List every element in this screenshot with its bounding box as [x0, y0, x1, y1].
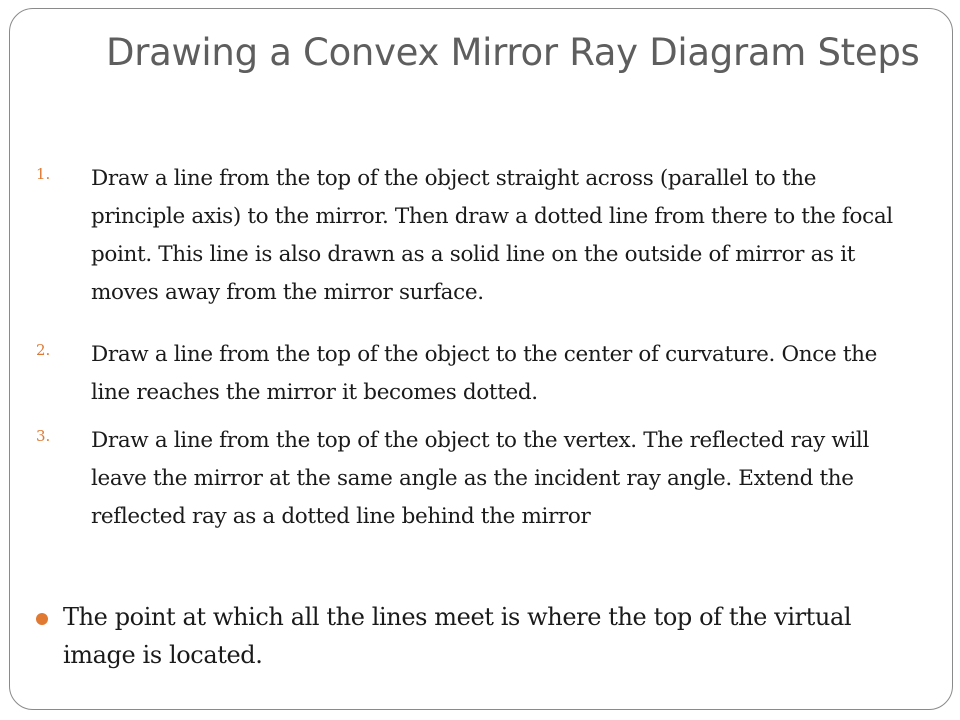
- step-number: 3.: [36, 427, 51, 445]
- bullet-dot-icon: [36, 613, 48, 625]
- step-text: Draw a line from the top of the object to the center of curvature. Once the line reaches the mirror it becomes dotted.: [91, 342, 878, 405]
- step-1: [36, 160, 916, 312]
- step-text: Draw a line from the top of the object straight across (parallel to the principle axis) to the mirror. Then draw a dotted line from there to the focal point. This line is also drawn as a solid line on the outside of mirror as it moves away from the mirror surface.: [91, 166, 893, 305]
- step-text: Draw a line from the top of the object to the vertex. The reflected ray will leave the mirror at the same angle as the incident ray angle. Extend the reflected ray as a dotted line behind the mirror: [91, 428, 869, 529]
- bullet-item: [36, 598, 926, 674]
- step-3: [36, 422, 916, 536]
- bullet-text: The point at which all the lines meet is where the top of the virtual image is located.: [63, 603, 852, 669]
- step-2: [36, 336, 916, 412]
- step-number: 1.: [36, 165, 51, 183]
- slide-title: Drawing a Convex Mirror Ray Diagram Steps: [106, 31, 920, 74]
- step-number: 2.: [36, 341, 51, 359]
